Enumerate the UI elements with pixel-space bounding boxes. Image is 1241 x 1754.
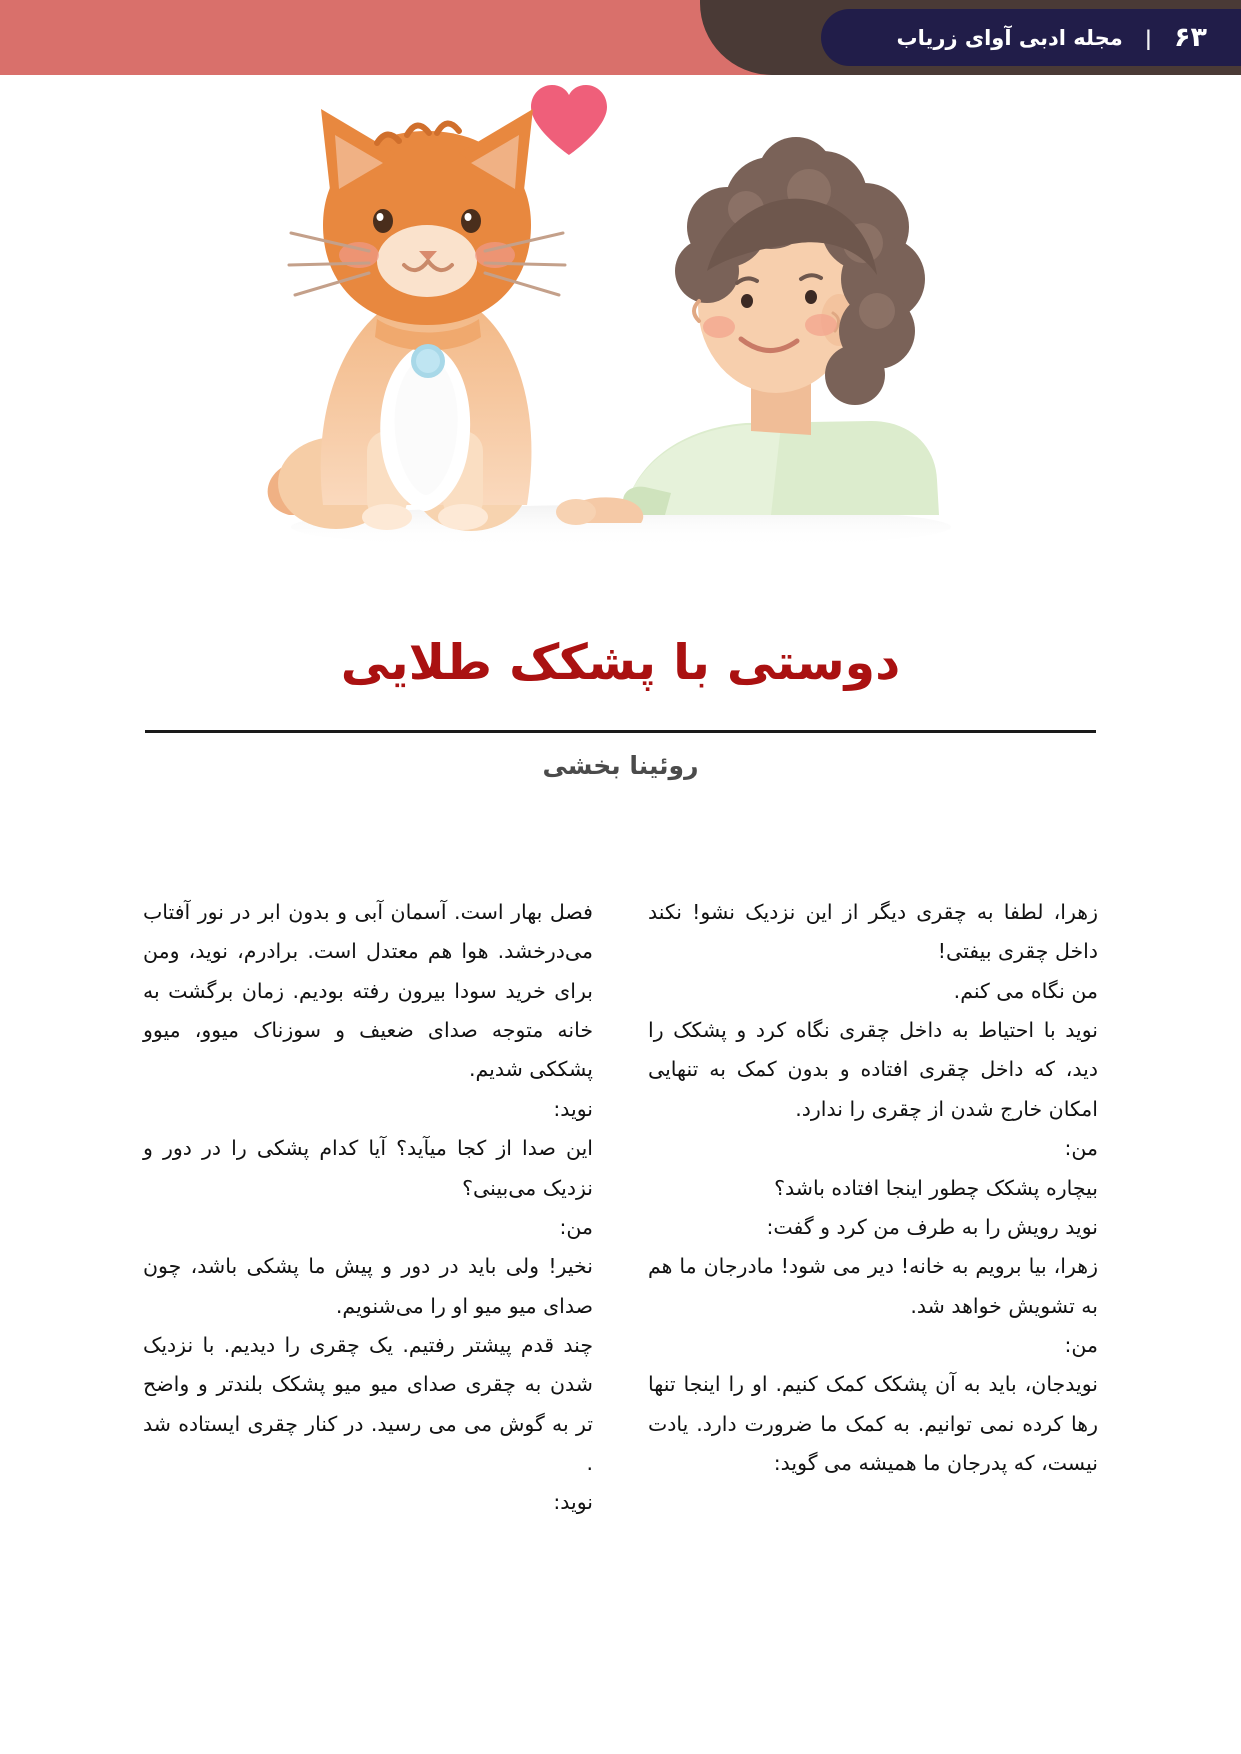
cat-eye: [373, 209, 393, 233]
paragraph: من:: [1064, 1332, 1098, 1357]
page-number: ۶۳: [1174, 22, 1207, 53]
paragraph: زهرا، لطفا به چقری دیگر از این نزدیک نشو! نکند داخل چقری بیفتی!: [648, 900, 1098, 964]
boy-blush: [805, 314, 837, 336]
cat-and-boy-illustration: [171, 75, 1071, 615]
body-column-right: [143, 893, 593, 1533]
paragraph: نویدجان، باید به آن پشکک کمک کنیم. او را اینجا تنها رها کرده نمی توانیم. به کمک ما ضرورت دارد. یادت نیست، که پدرجان ما همیشه می گوید:: [648, 1372, 1098, 1476]
cat-eye: [461, 209, 481, 233]
paragraph: نوید با احتیاط به داخل چقری نگاه کرد و پشکک را دید، که داخل چقری افتاده و بدون کمک به تنهایی امکان خارج شدن از چقری را ندارد.: [648, 1018, 1098, 1121]
paragraph: زهرا، بیا برویم به خانه! دیر می شود! مادرجان ما هم به تشویش خواهد شد.: [648, 1254, 1098, 1318]
article-header: [145, 630, 1096, 780]
page-header: [0, 0, 1241, 75]
header-separator: |: [1144, 25, 1153, 50]
paragraph: من نگاه می کنم.: [953, 978, 1098, 1003]
magazine-title: مجله ادبی آوای زریاب: [896, 25, 1123, 50]
article-title: دوستی با پشکک طلایی: [340, 634, 901, 691]
title-divider: [145, 730, 1096, 733]
body-column-left: [648, 893, 1098, 1533]
heart-icon: [531, 85, 607, 155]
article-illustration: [0, 75, 1241, 620]
boy-figure: [556, 137, 939, 525]
boy-eye: [805, 290, 817, 304]
boy-blush: [703, 316, 735, 338]
paragraph: چند قدم پیشتر رفتیم. یک چقری را دیدیم. با نزدیک شدن به چقری صدای میو میو پشکک بلندتر و واضح تر به گوش می می رسید. در کنار چقری ایستاده شد .: [143, 1332, 593, 1476]
paragraph: بیچاره پشکک چطور اینجا افتاده باشد؟: [774, 1175, 1098, 1200]
article-author: روئینا بخشی: [542, 751, 699, 781]
cat-figure: [267, 109, 564, 531]
boy-eye: [741, 294, 753, 308]
header-navy-pill: [821, 9, 1241, 66]
paragraph: این صدا از کجا میآید؟ آیا کدام پشکی را در دور و نزدیک می‌بینی؟: [143, 1136, 593, 1200]
paragraph: نخیر! ولی باید در دور و پیش ما پشکی باشد، چون صدای میو میو او را می‌شنویم.: [143, 1254, 593, 1318]
boy-hand: [556, 499, 596, 525]
paragraph: نوید:: [553, 1490, 593, 1515]
paragraph: من:: [559, 1214, 593, 1239]
paragraph: نوید رویش را به طرف من کرد و گفت:: [766, 1214, 1098, 1239]
paragraph: من:: [1064, 1136, 1098, 1161]
paragraph: نوید:: [553, 1096, 593, 1121]
article-body: [143, 893, 1098, 1533]
paragraph: فصل بهار است. آسمان آبی و بدون ابر در نور آفتاب می‌درخشد. هوا هم معتدل است. برادرم، نوید، ومن برای خرید سودا بیرون رفته بودیم. زمان برگشت به خانه متوجه صدای ضعیف و سوزناک میوو، میوو پشککی شدیم.: [143, 900, 593, 1082]
